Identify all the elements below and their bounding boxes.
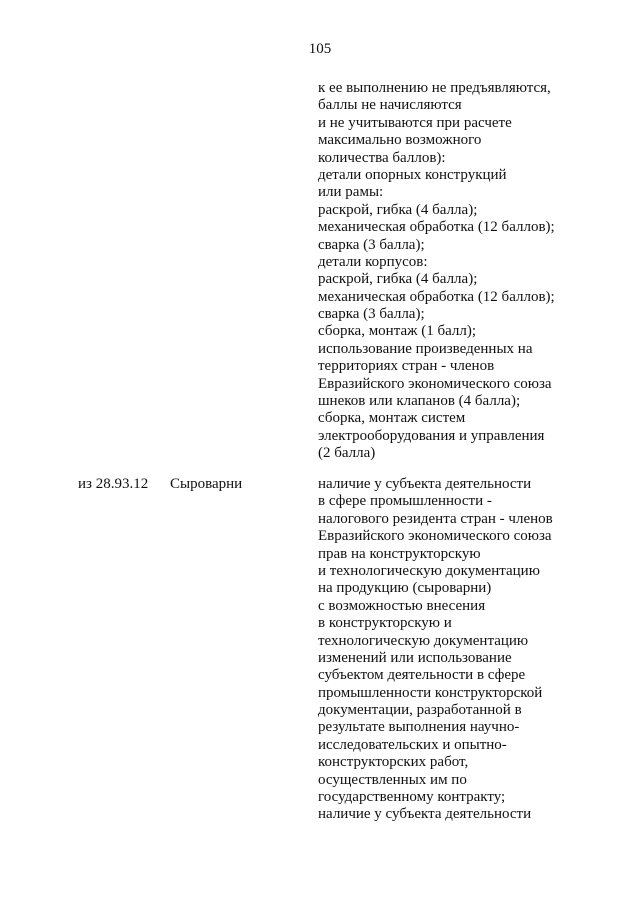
requirement-text-line: документации, разработанной в (318, 702, 522, 719)
requirement-text-line: в сфере промышленности - (318, 493, 492, 510)
requirement-text-line: исследовательских и опытно- (318, 736, 507, 753)
requirement-text-line: изменений или использование (318, 649, 512, 666)
requirement-text-line: налогового резидента стран - членов (318, 510, 553, 527)
requirement-text-line: государственному контракту; (318, 789, 506, 806)
requirement-text-line: конструкторских работ, (318, 754, 469, 771)
requirement-text-line: осуществленных им по (318, 771, 467, 788)
continuation-text-line: детали опорных конструкций (318, 166, 507, 183)
continuation-text-line: и не учитываются при расчете (318, 114, 512, 131)
continuation-requirements-text (318, 80, 555, 463)
continuation-text-line: сварка (3 балла); (318, 236, 425, 253)
requirement-text-line: прав на конструкторскую (318, 545, 481, 562)
continuation-text-line: к ее выполнению не предъявляются, (318, 80, 551, 96)
continuation-text-line: Евразийского экономического союза (318, 375, 552, 392)
requirement-text-line: субъектом деятельности в сфере (318, 667, 526, 684)
requirement-text-line: результате выполнения научно- (318, 719, 520, 736)
page-number: 105 (308, 41, 332, 57)
continuation-text-line: или рамы: (318, 184, 384, 201)
requirement-text-line: с возможностью внесения (318, 597, 486, 614)
continuation-text-line: сборка, монтаж систем (318, 410, 466, 427)
continuation-text-line: механическая обработка (12 баллов); (318, 288, 555, 305)
requirement-text-line: и технологическую документацию (318, 562, 540, 579)
continuation-text-line: сварка (3 балла); (318, 306, 425, 323)
continuation-text-line: детали корпусов: (318, 253, 428, 270)
product-name: Сыроварни (170, 476, 243, 492)
continuation-text-line: максимально возможного (318, 132, 482, 149)
continuation-text-line: территориях стран - членов (318, 358, 495, 375)
requirement-text-line: Евразийского экономического союза (318, 528, 552, 545)
continuation-text-line: баллы не начисляются (318, 97, 462, 114)
requirement-text-line: в конструкторскую и (318, 615, 452, 632)
continuation-text-line: (2 балла) (318, 445, 376, 462)
requirement-text-line: на продукцию (сыроварни) (318, 580, 492, 597)
continuation-text-line: количества баллов): (318, 149, 446, 166)
continuation-text-line: шнеков или клапанов (4 балла); (318, 393, 521, 410)
continuation-text-line: раскрой, гибка (4 балла); (318, 201, 478, 218)
continuation-text-line: использование произведенных на (318, 340, 533, 357)
requirement-text-line: наличие у субъекта деятельности (318, 806, 532, 823)
product-code: из 28.93.12 (78, 476, 149, 492)
product-requirements-text (318, 476, 553, 824)
continuation-text-line: раскрой, гибка (4 балла); (318, 271, 478, 288)
requirement-text-line: наличие у субъекта деятельности (318, 476, 532, 492)
continuation-text-line: механическая обработка (12 баллов); (318, 219, 555, 236)
requirement-text-line: промышленности конструкторской (318, 684, 543, 701)
continuation-text-line: электрооборудования и управления (318, 427, 545, 444)
requirement-text-line: технологическую документацию (318, 632, 529, 649)
continuation-text-line: сборка, монтаж (1 балл); (318, 323, 477, 340)
